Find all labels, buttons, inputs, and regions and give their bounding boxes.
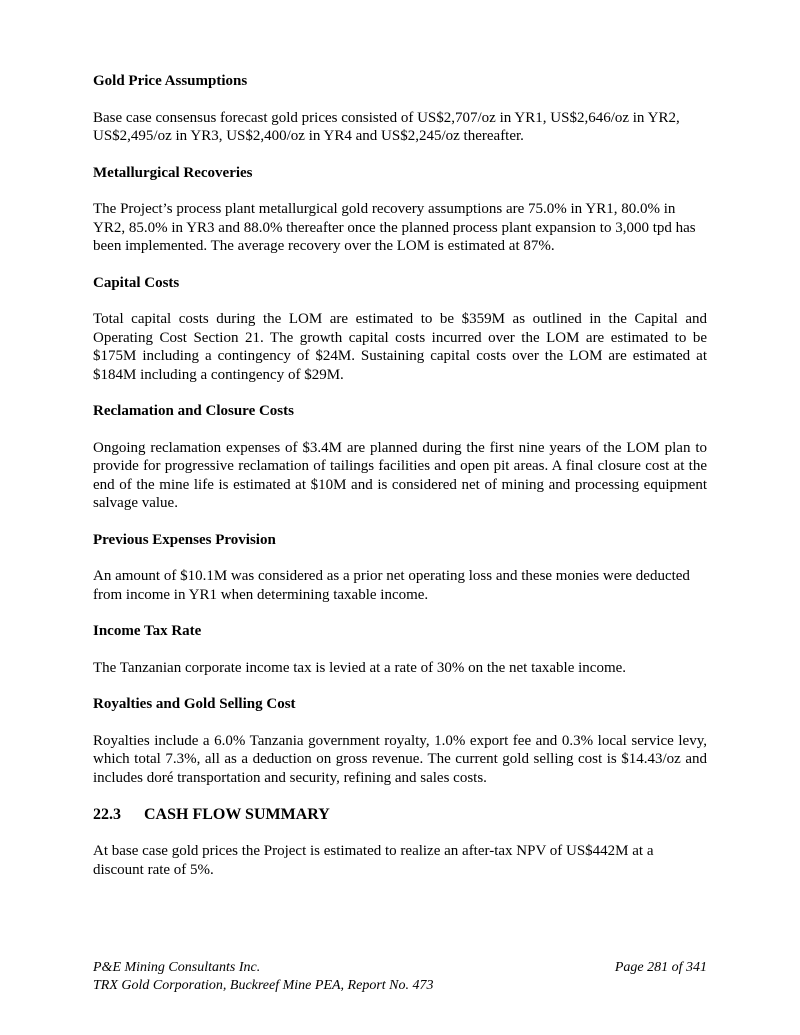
section-heading-previous-expenses-provision: Previous Expenses Provision	[93, 531, 276, 548]
page-footer	[93, 959, 707, 995]
footer-company: P&E Mining Consultants Inc.	[93, 960, 261, 975]
section-number: 22.3	[93, 806, 121, 823]
section-title: CASH FLOW SUMMARY	[144, 806, 330, 823]
section-heading-cash-flow-summary	[93, 805, 707, 824]
section-body-previous-expenses-provision: An amount of $10.1M was considered as a prior net operating loss and these monies were deducted from income in YR1 when determining taxable income.	[93, 568, 690, 603]
footer-page-number: Page 281 of 341	[614, 960, 707, 975]
section-heading-income-tax-rate: Income Tax Rate	[93, 623, 202, 639]
document-content	[93, 72, 707, 897]
section-heading-reclamation-closure-costs: Reclamation and Closure Costs	[93, 403, 294, 419]
footer-left	[93, 959, 434, 995]
section-body-capital-costs: Total capital costs during the LOM are estimated to be $359M as outlined in the Capital and Operating Cost Section 21. The growth capital costs incurred over the LOM are estimated to be $175M including a contingency of $24M. Sustaining capital costs over the LOM are estimated at $184M including a contingency of $29M.	[93, 311, 707, 383]
section-body-gold-price-assumptions: Base case consensus forecast gold prices consisted of US$2,707/oz in YR1, US$2,646/oz in YR2, US$2,495/oz in YR3, US$2,400/oz in YR4 and US$2,245/oz thereafter.	[93, 109, 680, 144]
section-body-income-tax-rate: The Tanzanian corporate income tax is levied at a rate of 30% on the net taxable income.	[93, 659, 627, 676]
section-body-royalties-gold-selling-cost: Royalties include a 6.0% Tanzania government royalty, 1.0% export fee and 0.3% local service levy, which total 7.3%, all as a deduction on gross revenue. The current gold selling cost is $14.43/oz and includes doré transportation and security, refining and sales costs.	[93, 732, 707, 786]
section-heading-gold-price-assumptions: Gold Price Assumptions	[93, 73, 248, 89]
section-heading-royalties-gold-selling-cost: Royalties and Gold Selling Cost	[93, 696, 296, 712]
section-body-reclamation-closure-costs: Ongoing reclamation expenses of $3.4M are planned during the first nine years of the LOM plan to provide for progressive reclamation of tailings facilities and open pit areas. A final closure cost at the end of the mine life is estimated at $10M and is considered net of mining and processing equipment salvage value.	[93, 439, 707, 511]
section-heading-metallurgical-recoveries: Metallurgical Recoveries	[93, 164, 253, 181]
section-heading-capital-costs: Capital Costs	[93, 274, 180, 291]
section-body-metallurgical-recoveries: The Project’s process plant metallurgical gold recovery assumptions are 75.0% in YR1, 80.0% in YR2, 85.0% in YR3 and 88.0% thereafter once the planned process plant expansion to 3,000 tpd has been implemented. The average recovery over the LOM is estimated at 87%.	[93, 201, 696, 254]
footer-report-title: TRX Gold Corporation, Buckreef Mine PEA, Report No. 473	[93, 978, 434, 993]
section-body-cash-flow-summary: At base case gold prices the Project is estimated to realize an after-tax NPV of US$442M at a discount rate of 5%.	[93, 843, 654, 878]
